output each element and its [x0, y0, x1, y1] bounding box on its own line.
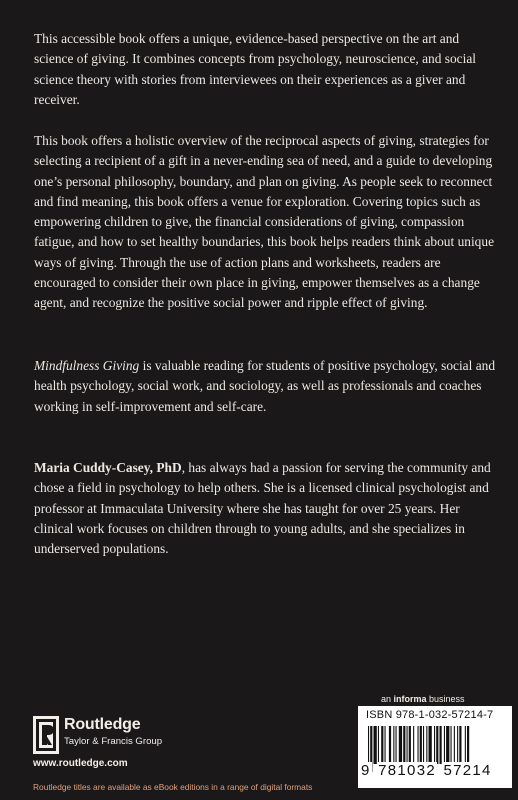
publisher-name: Routledge — [64, 716, 141, 733]
barcode-bar — [457, 726, 458, 764]
publisher-url-link[interactable]: www.routledge.com — [33, 758, 128, 769]
book-title-italic: Mindfulness Giving — [34, 358, 140, 373]
barcode-bar — [423, 726, 424, 764]
barcode-bar — [418, 726, 419, 764]
informa-prefix: an — [381, 694, 394, 704]
barcode-bar — [407, 726, 408, 764]
barcode-bar — [446, 726, 449, 764]
barcode-bar — [465, 726, 466, 764]
barcode-bar — [434, 726, 435, 764]
barcode-bar — [399, 726, 402, 764]
barcode-bar — [413, 726, 414, 764]
barcode-bar — [378, 726, 379, 764]
barcode-bar — [385, 726, 386, 764]
barcode-bar — [393, 726, 394, 764]
barcode-bar — [429, 726, 432, 764]
barcode-bar — [436, 726, 438, 764]
barcode-bar — [403, 726, 405, 764]
barcode-bar — [451, 726, 452, 764]
barcode-bar — [440, 726, 442, 764]
author-name: Maria Cuddy-Casey, PhD — [34, 460, 182, 475]
routledge-logo-icon — [33, 716, 59, 754]
barcode-bar — [459, 726, 461, 764]
description-paragraph-3-text: is valuable reading for students of positive psychology, social and health psychology, social work, and sociology, as well as professionals and coaches working in self-improvement and self-care. — [34, 358, 496, 414]
author-bio-text: , has always had a passion for serving the community and chose a field in psychology to help others. She is a licensed clinical psychologist and professor at Immaculata University where she has taught for over 25 years. Her clinical work focuses on children through to young adults, and she specializes in underserved populations. — [34, 460, 491, 557]
publisher-subtitle: Taylor & Francis Group — [64, 736, 163, 747]
description-paragraph-3 — [34, 356, 496, 417]
isbn-barcode — [358, 706, 512, 788]
description-paragraph-2: This book offers a holistic overview of the reciprocal aspects of giving, strategies for selecting a recipient of a gift in a never-ending sea of need, and a guide to developing one’s personal philosophy, boundary, and plan on giving. As people seek to reconnect and find meaning, this book offers a venue for exploration. Covering topics such as empowering children to give, the financial considerations of giving, compassion fatigue, and how to set healthy boundaries, this book helps readers think about unique ways of giving. Through the use of action plans and worksheets, readers are encouraged to consider their own place in giving, empower themselves as a change agent, and recognize the positive social power and ripple effect of giving. — [34, 133, 495, 311]
barcode-bar — [409, 726, 411, 764]
informa-business-tagline — [381, 694, 465, 704]
barcode-bar — [374, 726, 377, 764]
barcode-digits — [360, 762, 493, 779]
barcode-digits-right: 57214 — [443, 762, 492, 779]
informa-suffix: business — [426, 694, 465, 704]
barcode-bar — [454, 726, 455, 764]
ebook-footnote: Routledge titles are available as eBook editions in a range of digital formats — [33, 782, 313, 792]
barcode-bar — [396, 726, 397, 764]
publisher-logo-block — [33, 716, 183, 756]
barcode-digits-left: 781032 — [378, 762, 436, 779]
barcode-bar — [444, 726, 445, 764]
description-paragraph-1: This accessible book offers a unique, evidence-based perspective on the art and science of giving. It combines concepts from psychology, neuroscience, and social science theory with stories from interviewees on their experiences as a giver and receiver. — [34, 31, 477, 107]
barcode-bar — [381, 726, 383, 764]
informa-brand: informa — [393, 694, 427, 704]
barcode-bar — [426, 726, 427, 764]
barcode-digit-first: 9 — [361, 762, 371, 779]
isbn-label: ISBN 978-1-032-57214-7 — [366, 709, 494, 721]
author-bio — [34, 458, 496, 559]
barcode-bar — [389, 726, 391, 764]
